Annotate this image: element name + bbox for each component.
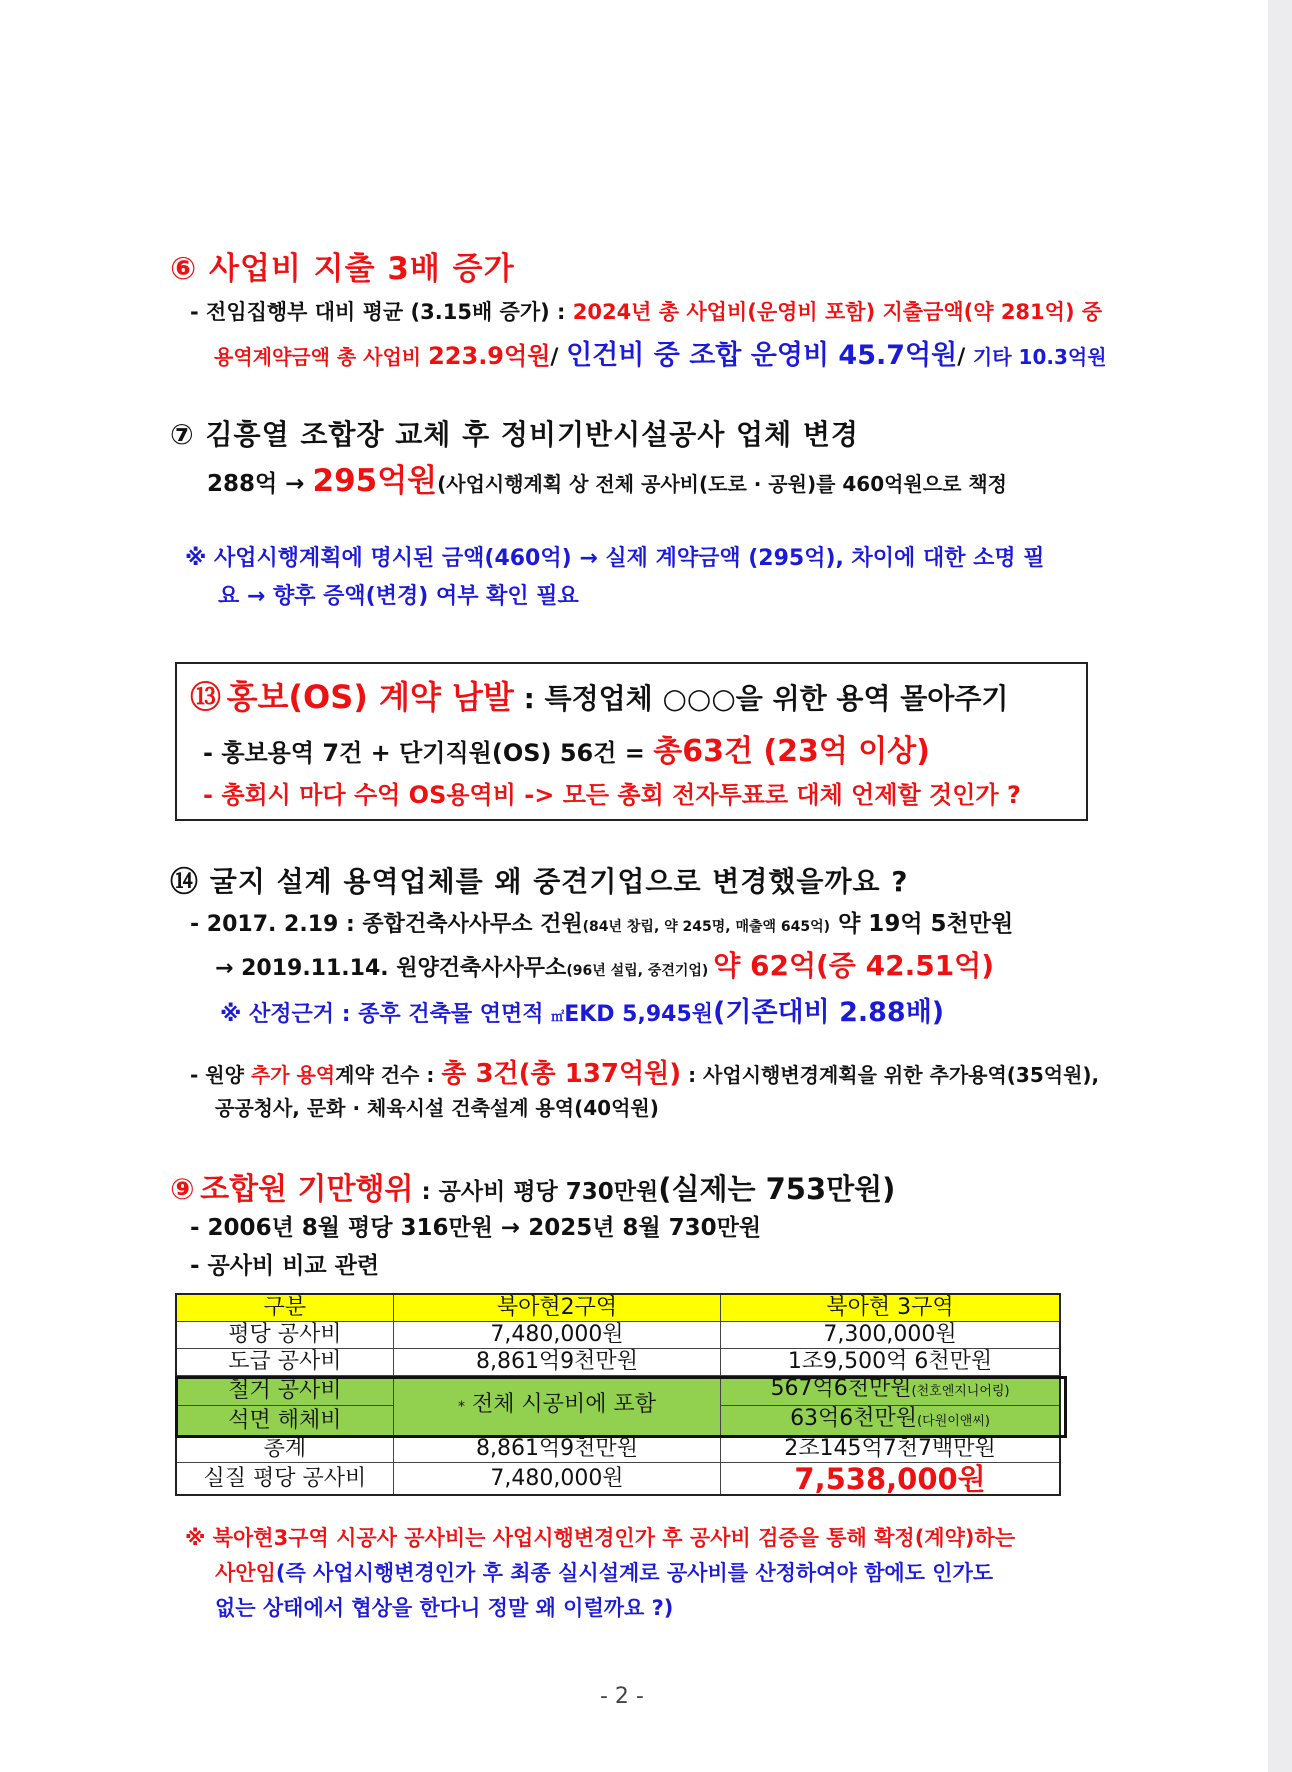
section-14-heading: ⑭ 굴지 설계 용역업체를 왜 중견기업으로 변경했을까요 ? <box>170 865 909 898</box>
table-row: 석면 해체비 63억6천만원(다원이앤씨) <box>176 1406 1060 1436</box>
section-14-line-1: - 2017. 2.19 : 종합건축사사무소 건원(84년 창립, 약 245명, 매출액 645억) 약 19억 5천만원 <box>190 911 1014 937</box>
section-7-note-1: ※ 사업시행계획에 명시된 금액(460억) → 실제 계약금액 (295억), 차이에 대한 소명 필 <box>185 546 1045 571</box>
section-9-heading: ⑨ 조합원 기만행위 : 공사비 평당 730만원(실제는 753만원) <box>170 1172 896 1207</box>
final-note-line-3: 없는 상태에서 협상을 한다니 정말 왜 이럴까요 ?) <box>215 1596 674 1620</box>
page-number: - 2 - <box>600 1684 644 1709</box>
page-edge <box>1268 0 1292 1772</box>
section-7-line: 288억 → 295억원(사업시행계획 상 전체 공사비(도로 · 공원)를 460억원으로 책정 <box>207 463 1007 499</box>
section-14-line-3: ※ 산정근거 : 종후 건축물 연면적 ㎡EKD 5,945원(기존대비 2.88배) <box>220 997 945 1028</box>
header-category: 구분 <box>176 1294 393 1322</box>
table-row: 철거 공사비 * 전체 시공비에 포함 567억6천만원(천호엔지니어링) <box>176 1376 1060 1406</box>
table-header-row <box>176 1294 1060 1322</box>
final-note-line-1: ※ 북아현3구역 시공사 공사비는 사업시행변경인가 후 공사비 검증을 통해 확정(계약)하는 <box>185 1526 1016 1550</box>
section-13-line-1: - 홍보용역 7건 + 단기직원(OS) 56건 = 총63건 (23억 이상) <box>203 734 930 769</box>
table-row: 도급 공사비 8,861억9천만원 1조9,500억 6천만원 <box>176 1349 1060 1376</box>
section-7-note-2: 요 → 향후 증액(변경) 여부 확인 필요 <box>218 584 579 609</box>
section-6-line-2: 용역계약금액 총 사업비 223.9억원/ 인건비 중 조합 운영비 45.7억원/ 기타 10.3억원 <box>214 340 1107 371</box>
section-13-heading: ⑬ 홍보(OS) 계약 남발 : 특정업체 ○○○을 위한 용역 몰아주기 <box>190 678 1009 716</box>
section-14-line-4: - 원양 추가 용역계약 건수 : 총 3건(총 137억원) : 사업시행변경계획을 위한 추가용역(35억원), <box>190 1059 1100 1089</box>
header-zone-3: 북아현 3구역 <box>721 1294 1060 1322</box>
table-row: 평당 공사비 7,480,000원 7,300,000원 <box>176 1322 1060 1349</box>
section-6-heading: ⑥ 사업비 지출 3배 증가 <box>170 251 515 287</box>
merged-included-cell: * 전체 시공비에 포함 <box>393 1376 720 1436</box>
final-note-line-2: 사안임(즉 사업시행변경인가 후 최종 실시설계로 공사비를 산정하여야 함에도 인가도 <box>215 1561 994 1585</box>
section-14-line-2: → 2019.11.14. 원양건축사사무소(96년 설립, 중견기업) 약 62억(증 42.51억) <box>215 949 995 982</box>
header-zone-2: 북아현2구역 <box>393 1294 720 1322</box>
section-7-heading: ⑦ 김흥열 조합장 교체 후 정비기반시설공사 업체 변경 <box>170 418 859 451</box>
section-9-line-1: - 2006년 8월 평당 316만원 → 2025년 8월 730만원 <box>190 1215 762 1241</box>
section-6-line-1: - 전임집행부 대비 평균 (3.15배 증가) : 2024년 총 사업비(운영비 포함) 지출금액(약 281억) 중 <box>190 300 1103 324</box>
section-9-line-2: - 공사비 비교 관련 <box>190 1253 380 1279</box>
table-row: 실질 평당 공사비 7,480,000원 7,538,000원 <box>176 1463 1060 1496</box>
table-row: 총계 8,861억9천만원 2조145억7천7백만원 <box>176 1436 1060 1463</box>
section-14-line-5: 공공청사, 문화 · 체육시설 건축설계 용역(40억원) <box>215 1096 659 1120</box>
construction-cost-table <box>175 1293 1061 1496</box>
section-13-line-2: - 총회시 마다 수억 OS용역비 -> 모든 총회 전자투표로 대체 언제할 것인가 ? <box>203 781 1021 809</box>
